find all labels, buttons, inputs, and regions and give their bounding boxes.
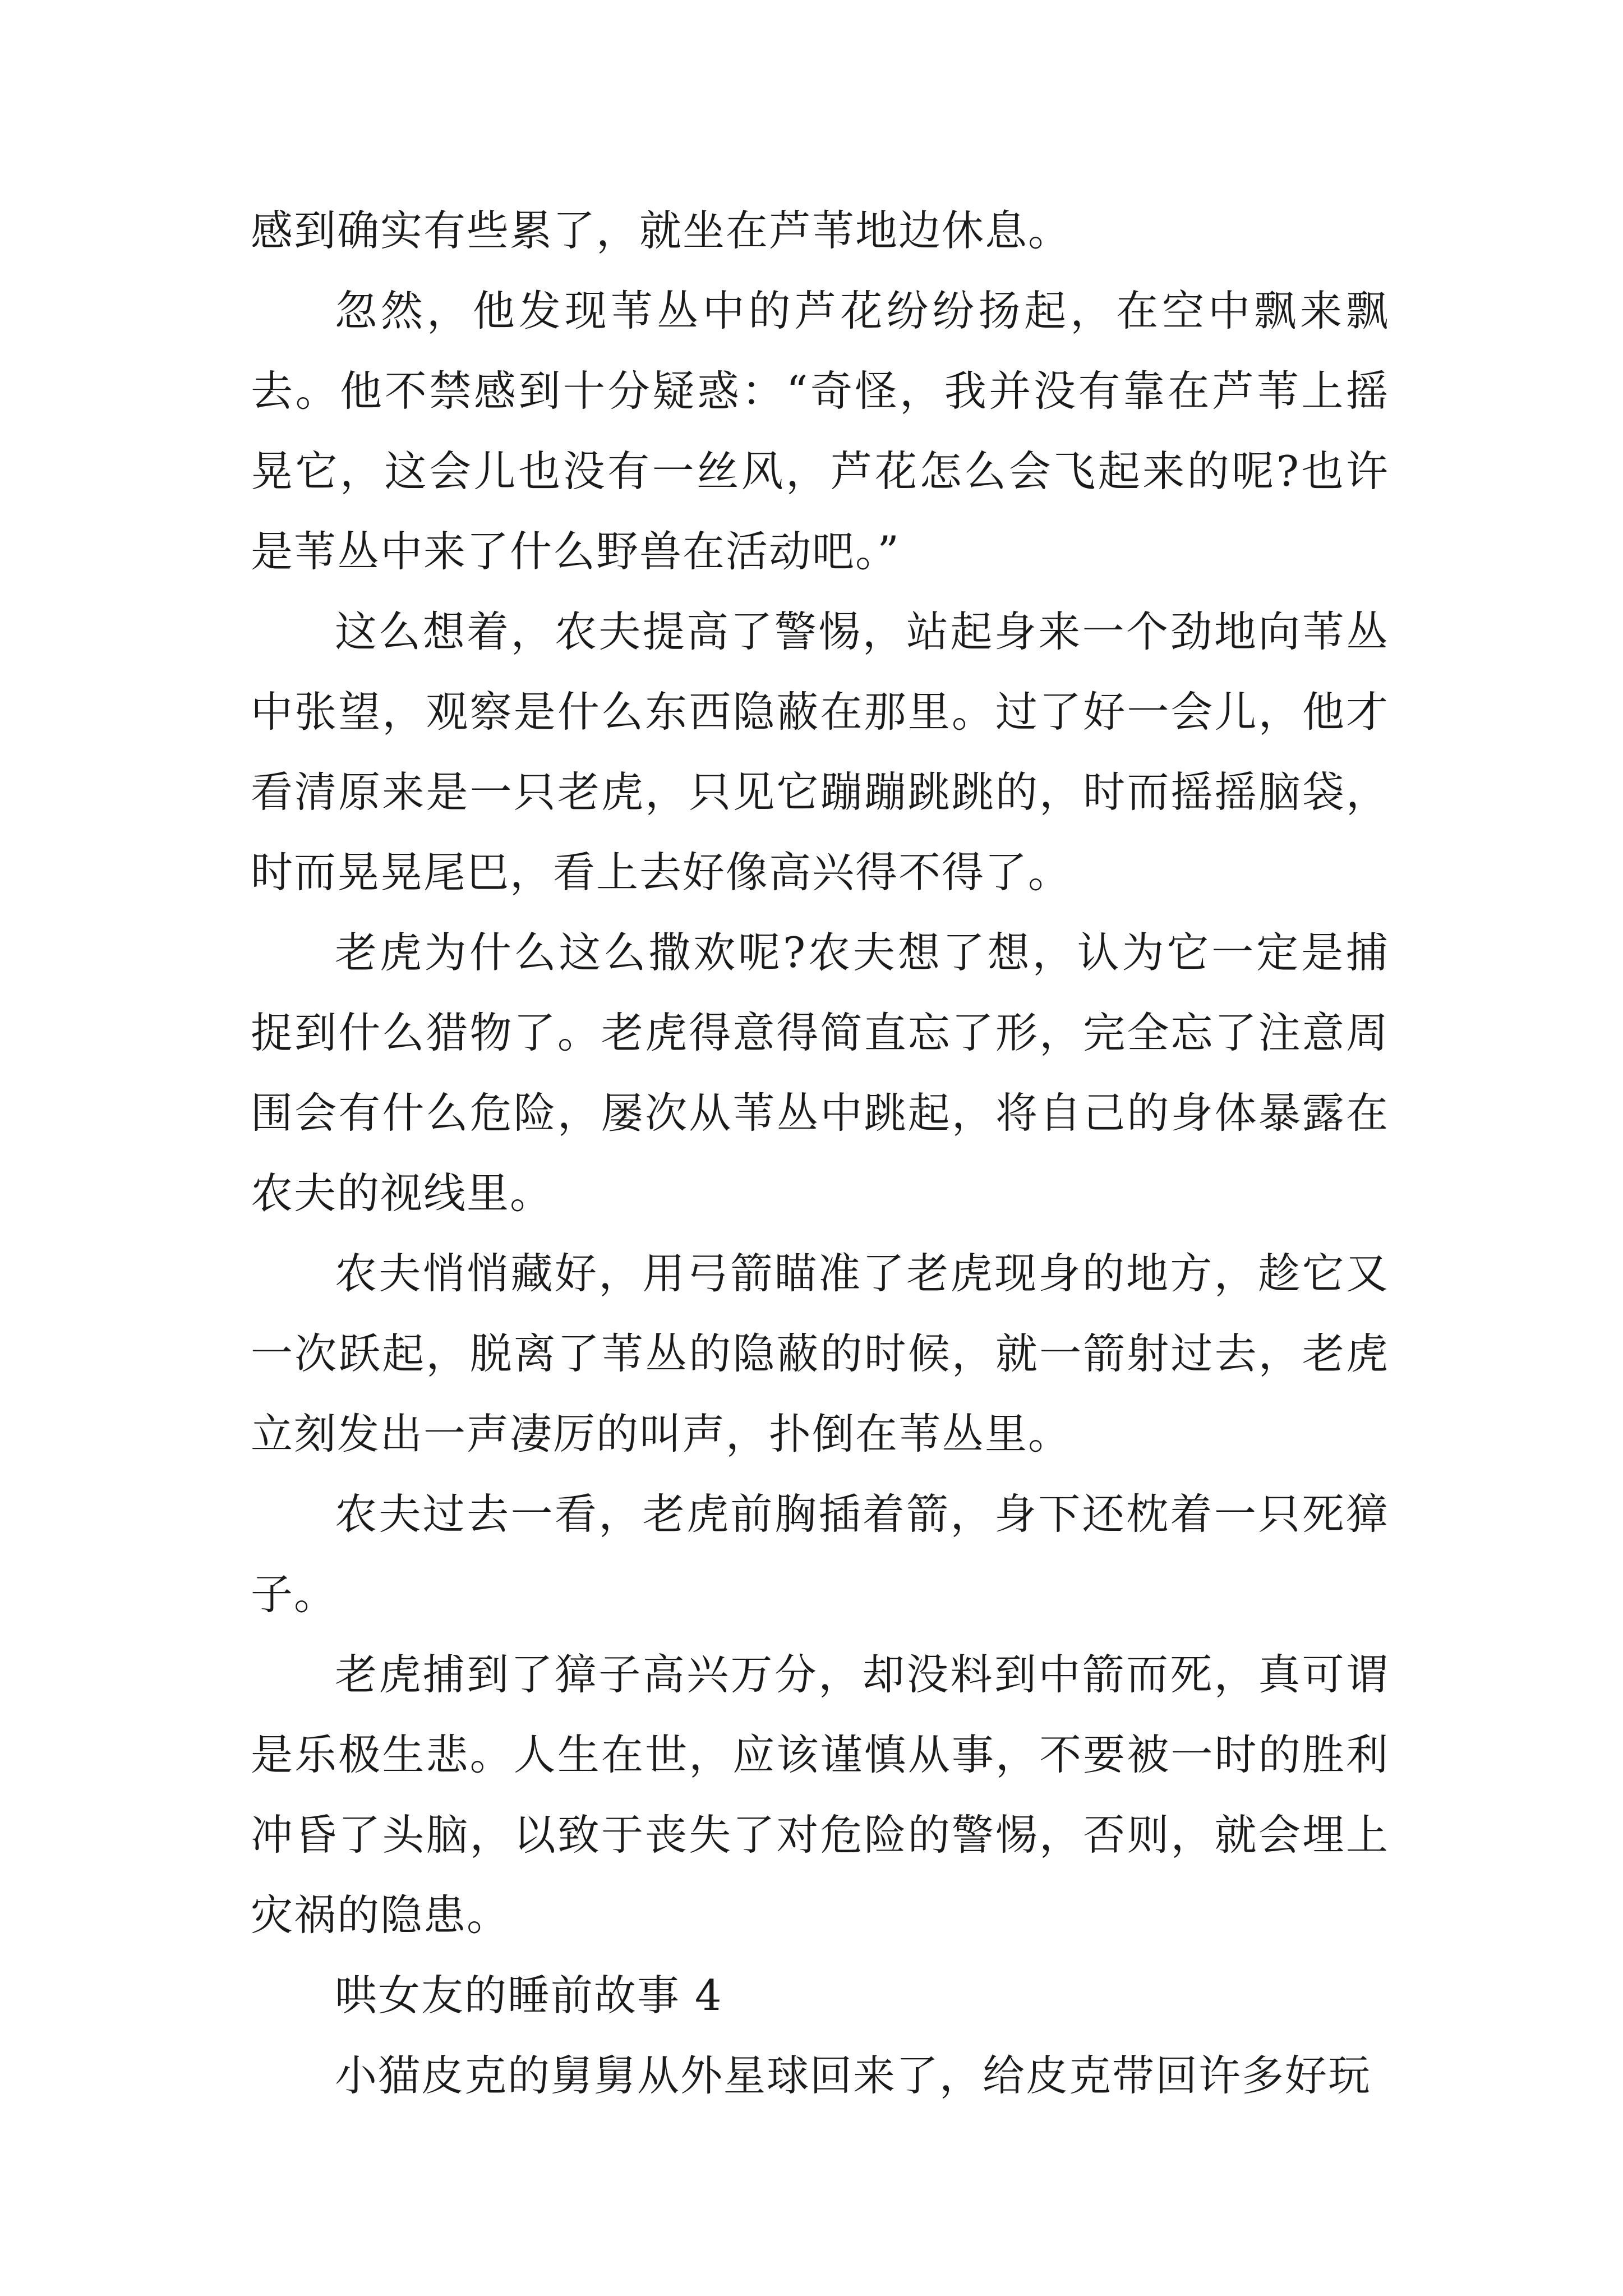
paragraph: 这么想着，农夫提高了警惕，站起身来一个劲地向苇丛中张望，观察是什么东西隐蔽在那里。过了好一会儿，他才看清原来是一只老虎，只见它蹦蹦跳跳的，时而摇摇脑袋，时而晃晃尾巴，看上去好像高兴得不得了。 [251, 607, 1389, 897]
paragraph: 忽然，他发现苇丛中的芦花纷纷扬起，在空中飘来飘去。他不禁感到十分疑惑：“奇怪，我并没有靠在芦苇上摇晃它，这会儿也没有一丝风，芦花怎么会飞起来的呢?也许是苇丛中来了什么野兽在活动吧。” [251, 286, 1389, 576]
paragraph: 小猫皮克的舅舅从外星球回来了，给皮克带回许多好玩 [335, 2051, 1372, 2100]
paragraph: 农夫过去一看，老虎前胸插着箭，身下还枕着一只死獐子。 [251, 1489, 1389, 1619]
paragraph: 农夫悄悄藏好，用弓箭瞄准了老虎现身的地方，趁它又一次跃起，脱离了苇丛的隐蔽的时候，就一箭射过去，老虎立刻发出一声凄厉的叫声，扑倒在苇丛里。 [251, 1249, 1389, 1458]
paragraph-continuation: 感到确实有些累了，就坐在芦苇地边休息。 [251, 206, 1072, 255]
paragraph: 老虎为什么这么撒欢呢?农夫想了想，认为它一定是捕捉到什么猎物了。老虎得意得简直忘了形，完全忘了注意周围会有什么危险，屡次从苇丛中跳起，将自己的身体暴露在农夫的视线里。 [251, 928, 1389, 1218]
paragraph: 老虎捕到了獐子高兴万分，却没料到中箭而死，真可谓是乐极生悲。人生在世，应该谨慎从事，不要被一时的胜利冲昏了头脑，以致于丧失了对危险的警惕，否则，就会埋上灾祸的隐患。 [251, 1650, 1389, 1940]
section-heading: 哄女友的睡前故事 4 [335, 1971, 723, 2020]
body-text [251, 191, 1389, 2116]
